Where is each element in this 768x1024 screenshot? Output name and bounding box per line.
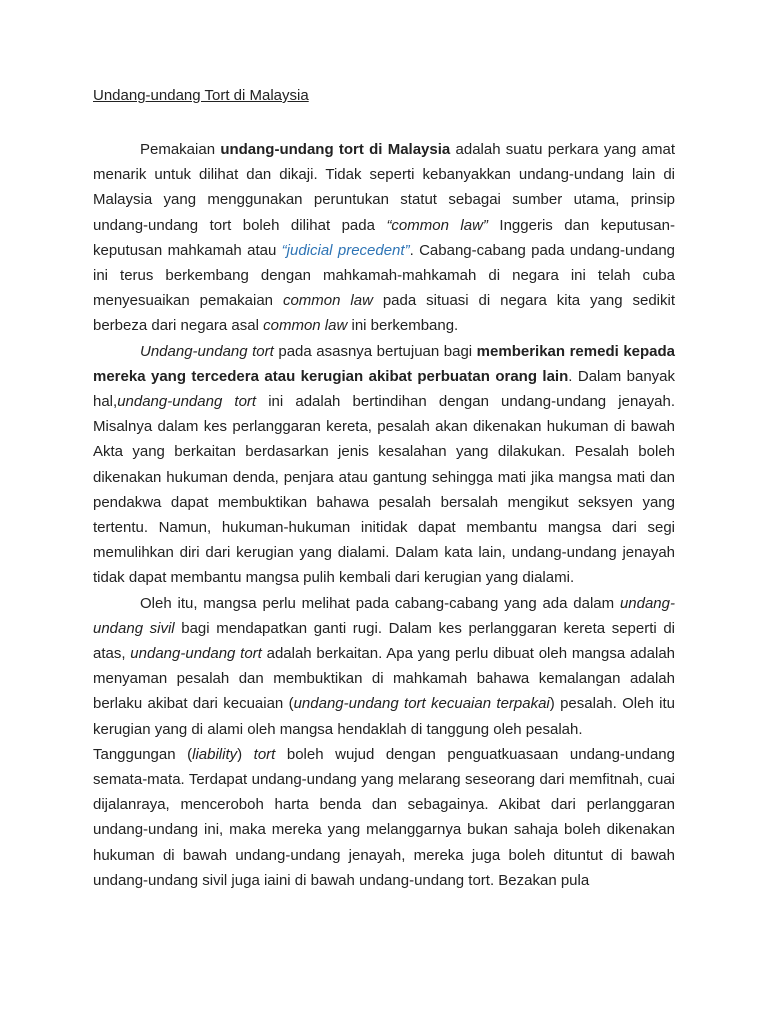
italic-text: undang-undang tort: [130, 645, 262, 663]
italic-text: tort: [253, 745, 276, 763]
paragraph-2: Undang-undang tort pada asasnya bertujuan bagi memberikan remedi kepada mereka yang tercedera atau kerugian akibat perbuatan orang lain. Dalam banyak hal,undang-undang tort ini adalah bertindihan dengan undang-undang jenayah. Misalnya dalam kes perlanggaran kereta, pesalah akan dikenakan hukuman di bawah Akta yang berkaitan berdasarkan jenis kesalahan yang dilakukan. Pesalah boleh dikenakan hukuman denda, penjara atau gantung sehingga mati jika mangsa mati dan pendakwa dapat membuktikan bahawa pesalah bersalah mengikut seksyen yang tertentu. Namun, hukuman-hukuman initidak dapat membantu mangsa dari segi memulihkan diri dari kerugian yang dialami. Dalam kata lain, undang-undang jenayah tidak dapat membantu mangsa pulih kembali dari kerugian yang dialami.: [93, 342, 676, 587]
italic-text: Undang-undang tort: [140, 342, 274, 360]
bold-text: undang-undang tort di Malaysia: [220, 141, 451, 158]
document-body: [93, 137, 675, 893]
italic-text: undang-undang tort: [117, 393, 257, 411]
italic-text: common law: [282, 292, 373, 310]
italic-text: undang-undang sivil: [93, 594, 675, 637]
paragraph-3: Oleh itu, mangsa perlu melihat pada cabang-cabang yang ada dalam undang-undang sivil bagi mendapatkan ganti rugi. Dalam kes perlanggaran kereta seperti di atas, undang-undang tort adalah berkaitan. Apa yang perlu dibuat oleh mangsa adalah menyaman pesalah dan membuktikan di mahkamah bahawa kemalangan adalah berlaku akibat dari kecuaian (undang-undang tort kecuaian terpakai) pesalah. Oleh itu kerugian yang di alami oleh mangsa hendaklah di tanggung oleh pesalah.: [93, 594, 676, 738]
bold-text: memberikan remedi kepada mereka yang tercedera atau kerugian akibat perbuatan orang lain: [93, 342, 676, 385]
italic-text: undang-undang tort kecuaian terpakai: [293, 695, 550, 713]
italic-text: liability: [192, 745, 238, 763]
paragraph-4: Tanggungan (liability) tort boleh wujud dengan penguatkuasaan undang-undang semata-mata. Terdapat undang-undang yang melarang seseorang dari memfitnah, cuai dijalanraya, menceroboh harta benda dan sebagainya. Akibat dari perlanggaran undang-undang ini, maka mereka yang melanggarnya bukan sahaja boleh dikenakan hukuman di bawah undang-undang jenayah, mereka juga boleh dituntut di bawah undang-undang sivil juga iaini di bawah undang-undang tort. Bezakan pula: [93, 745, 675, 889]
document-title: Undang-undang Tort di Malaysia: [93, 87, 309, 104]
italic-text: “judicial precedent”: [281, 241, 410, 259]
italic-text: “common law”: [386, 216, 488, 234]
italic-text: common law: [263, 317, 348, 335]
paragraph-1: Pemakaian undang-undang tort di Malaysia adalah suatu perkara yang amat menarik untuk dilihat dan dikaji. Tidak seperti kebanyakkan undang-undang lain di Malaysia yang menggunakan peruntukan statut sebagai sumber utama, prinsip undang-undang tort boleh dilihat pada “common law” Inggeris dan keputusan-keputusan mahkamah atau “judicial precedent”. Cabang-cabang pada undang-undang ini terus berkembang dengan mahkamah-mahkamah di negara ini telah cuba menyesuaikan pemakaian common law pada situasi di negara kita yang sedikit berbeza dari negara asal common law ini berkembang.: [93, 141, 676, 335]
